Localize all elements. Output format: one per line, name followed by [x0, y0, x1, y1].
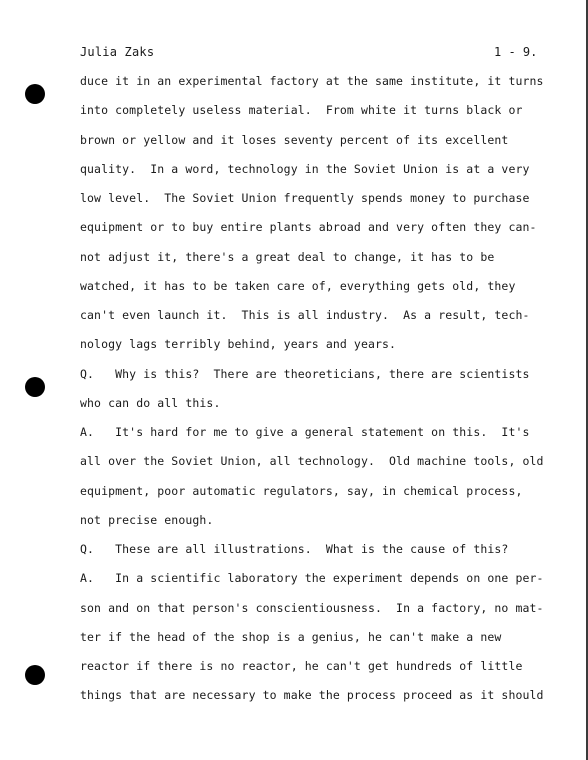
- binder-hole-top: [25, 84, 45, 104]
- text-line: can't even launch it. This is all industry. As a result, tech-: [80, 308, 530, 322]
- text-line: nology lags terribly behind, years and years.: [80, 337, 397, 352]
- text-line: equipment, poor automatic regulators, say, in chemical process,: [80, 483, 523, 498]
- text-line: Q. These are all illustrations. What is the cause of this?: [80, 542, 509, 556]
- text-line: all over the Soviet Union, all technology. Old machine tools, old: [80, 454, 544, 469]
- text-line: brown or yellow and it loses seventy percent of its excellent: [80, 132, 509, 147]
- text-line: things that are necessary to make the process proceed as it should: [80, 688, 544, 703]
- text-line: son and on that person's conscientiousness. In a factory, no mat-: [80, 600, 544, 615]
- binder-hole-bottom: [25, 665, 45, 685]
- header-author: Julia Zaks: [80, 45, 155, 59]
- text-line: A. It's hard for me to give a general statement on this. It's: [80, 425, 530, 439]
- text-line: not adjust it, there's a great deal to change, it has to be: [80, 249, 495, 264]
- text-line: A. In a scientific laboratory the experiment depends on one per-: [80, 571, 544, 586]
- text-line: reactor if there is no reactor, he can't get hundreds of little: [80, 659, 523, 673]
- binder-hole-middle: [25, 377, 45, 397]
- text-line: duce it in an experimental factory at the same institute, it turns: [80, 74, 544, 88]
- text-line: quality. In a word, technology in the Soviet Union is at a very: [80, 161, 530, 176]
- transcript-body: [80, 72, 550, 716]
- text-line: low level. The Soviet Union frequently spends money to purchase: [80, 191, 530, 205]
- text-line: watched, it has to be taken care of, everything gets old, they: [80, 278, 516, 293]
- text-line: Q. Why is this? There are theoreticians, there are scientists: [80, 366, 530, 381]
- text-line: not precise enough.: [80, 512, 214, 527]
- text-line: ter if the head of the shop is a genius, he can't make a new: [80, 629, 502, 644]
- text-line: equipment or to buy entire plants abroad and very often they can-: [80, 220, 537, 235]
- text-line: who can do all this.: [80, 395, 221, 410]
- text-line: into completely useless material. From white it turns black or: [80, 103, 523, 118]
- header-page-number: 1 - 9.: [494, 45, 538, 59]
